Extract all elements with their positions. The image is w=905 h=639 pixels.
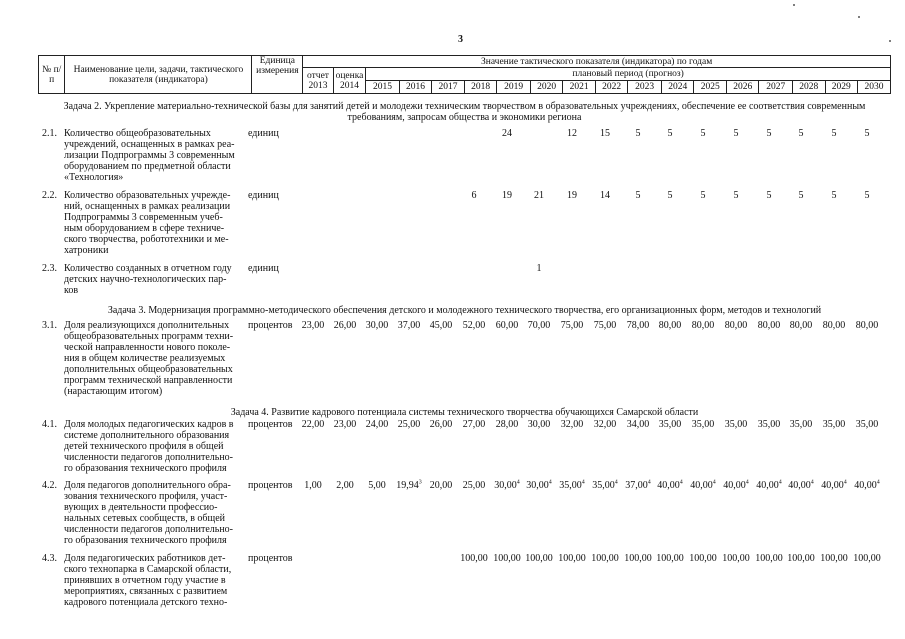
- indicator-name-line: Подпрограммы 3 современным учеб-: [64, 212, 223, 223]
- indicator-unit: процентов: [248, 480, 293, 491]
- indicator-value: 5: [700, 128, 706, 139]
- indicator-name: [64, 419, 246, 474]
- indicator-name: [64, 320, 246, 397]
- indicator-value: 25,00: [462, 480, 486, 491]
- indicator-name-line: Доля реализующихся дополнительных: [64, 320, 230, 331]
- indicator-value: 35,00: [757, 419, 781, 430]
- indicator-value: 100,00: [460, 553, 488, 564]
- indicator-value: 40,00$^4$: [657, 479, 683, 491]
- indicator-value: 80,00: [855, 320, 879, 331]
- indicator-value: 78,00: [626, 320, 650, 331]
- footnote-mark: 4: [810, 479, 814, 486]
- indicator-value: 21: [534, 190, 544, 201]
- indicator-value: 1,00: [304, 480, 322, 491]
- indicator-value: 40,00$^4$: [690, 479, 716, 491]
- indicator-unit: единиц: [248, 190, 279, 201]
- header-year-2016: 2016: [399, 81, 432, 94]
- footnote-mark: 4: [778, 479, 782, 486]
- indicator-value: 100,00: [787, 553, 815, 564]
- indicator-value: 35,00: [658, 419, 682, 430]
- indicator-value: 1: [536, 263, 542, 274]
- header-col-unit: Единица измерения: [252, 56, 303, 94]
- header-year-2019: 2019: [497, 81, 531, 94]
- indicator-name: [64, 190, 246, 256]
- indicator-value: 5: [667, 190, 673, 201]
- header-year-2021: 2021: [563, 81, 596, 94]
- indicator-value: 19,94$^3$: [396, 479, 422, 491]
- indicator-value: 26,00: [333, 320, 357, 331]
- indicator-value: 24,00: [365, 419, 389, 430]
- indicator-value: 5: [831, 128, 837, 139]
- indicator-name-line: численности педагогов дополнительно-: [64, 524, 234, 535]
- indicator-value: 100,00: [591, 553, 619, 564]
- indicator-value: 26,00: [429, 419, 453, 430]
- indicator-name-line: лизации Подпрограммы 3 современным: [64, 150, 235, 161]
- indicator-value: 40,00$^4$: [756, 479, 782, 491]
- task-2-title: Задача 2. Укрепление материально-технической базы для занятий детей и молодежи техническим творчеством в образовательных учреждениях, обеспечение ее соответствия современным требованиям, запросам общества и экономики региона: [63, 101, 866, 123]
- indicator-value: 5: [864, 190, 870, 201]
- indicator-name-line: оборудованием по предметной области: [64, 161, 231, 172]
- header-year-2017: 2017: [432, 81, 465, 94]
- indicator-value: 37,00: [397, 320, 421, 331]
- header-plan-period: плановый период (прогноз): [366, 68, 891, 81]
- indicator-name-line: Количество общеобразовательных: [64, 128, 211, 139]
- header-report: отчет 2013: [303, 68, 333, 94]
- indicator-value: 100,00: [755, 553, 783, 564]
- footnote-mark: 4: [581, 479, 585, 486]
- indicator-value: 35,00$^4$: [592, 479, 618, 491]
- footnote-mark: 3: [418, 479, 422, 486]
- indicator-name-line: Количество образовательных учрежде-: [64, 190, 231, 201]
- header-year-2020: 2020: [530, 81, 563, 94]
- indicator-name-line: ского технопарка в Самарской области,: [64, 564, 232, 575]
- indicator-name-line: ным оборудованием в сфере техниче-: [64, 223, 225, 234]
- indicator-value: 5: [635, 128, 641, 139]
- indicator-name-line: кадрового потенциала детского техно-: [64, 597, 228, 608]
- indicator-name-line: го образования технического профиля: [64, 463, 227, 474]
- indicator-value: 52,00: [462, 320, 486, 331]
- indicator-value: 80,00: [822, 320, 846, 331]
- header-year-2022: 2022: [595, 81, 628, 94]
- indicator-name-line: учреждений, оснащенных в рамках реа-: [64, 139, 235, 150]
- indicator-value: 12: [567, 128, 577, 139]
- indicator-value: 30,00: [527, 419, 551, 430]
- indicator-table-header: [38, 55, 891, 94]
- indicator-value: 19: [502, 190, 512, 201]
- indicator-name: [64, 480, 246, 546]
- indicator-value: 28,00: [495, 419, 519, 430]
- indicator-value: 35,00: [822, 419, 846, 430]
- indicator-unit: единиц: [248, 263, 279, 274]
- header-year-2027: 2027: [759, 81, 793, 94]
- indicator-name-line: го образования технического профиля: [64, 535, 227, 546]
- indicator-value: 24: [502, 128, 512, 139]
- scan-speck: [793, 4, 795, 6]
- indicator-value: 80,00: [757, 320, 781, 331]
- indicator-value: 40,00$^4$: [788, 479, 814, 491]
- indicator-value: 30,00$^4$: [526, 479, 552, 491]
- header-year-2018: 2018: [464, 81, 497, 94]
- indicator-value: 80,00: [724, 320, 748, 331]
- indicator-value: 5: [667, 128, 673, 139]
- indicator-value: 5: [733, 190, 739, 201]
- indicator-name-line: «Технология»: [64, 172, 124, 183]
- indicator-name-line: программ технической направленности: [64, 375, 233, 386]
- indicator-value: 75,00: [593, 320, 617, 331]
- indicator-value: 27,00: [462, 419, 486, 430]
- indicator-value: 19: [567, 190, 577, 201]
- indicator-value: 100,00: [656, 553, 684, 564]
- indicator-value: 75,00: [560, 320, 584, 331]
- indicator-value: 14: [600, 190, 610, 201]
- header-year-2030: 2030: [858, 81, 891, 94]
- indicator-name-line: ского творчества, робототехники и ме-: [64, 234, 229, 245]
- row-number: 4.2.: [42, 480, 57, 491]
- scan-speck: [858, 16, 860, 18]
- indicator-name: [64, 263, 246, 296]
- indicator-value: 35,00: [724, 419, 748, 430]
- indicator-value: 100,00: [722, 553, 750, 564]
- indicator-name-line: общеобразовательных программ техни-: [64, 331, 234, 342]
- indicator-value: 5: [766, 128, 772, 139]
- footnote-mark: 4: [843, 479, 847, 486]
- footnote-mark: 4: [876, 479, 880, 486]
- indicator-value: 2,00: [336, 480, 354, 491]
- page-number: 3: [458, 34, 463, 45]
- footnote-mark: 4: [647, 479, 651, 486]
- indicator-name-line: хатроники: [64, 245, 109, 256]
- scan-speck: [889, 40, 891, 42]
- header-estimate: оценка 2014: [333, 68, 366, 94]
- indicator-value: 5: [864, 128, 870, 139]
- indicator-name-line: нальных сетевых сообществ, в общей: [64, 513, 225, 524]
- indicator-name-line: детей технического профиля в общей: [64, 441, 224, 452]
- indicator-value: 5,00: [368, 480, 386, 491]
- indicator-value: 100,00: [525, 553, 553, 564]
- indicator-name-line: детских научно-технологических пар-: [64, 274, 227, 285]
- header-year-2026: 2026: [726, 81, 759, 94]
- footnote-mark: 4: [614, 479, 618, 486]
- footnote-mark: 4: [745, 479, 749, 486]
- indicator-value: 100,00: [558, 553, 586, 564]
- row-number: 4.3.: [42, 553, 57, 564]
- indicator-value: 5: [766, 190, 772, 201]
- indicator-value: 5: [635, 190, 641, 201]
- header-year-2015: 2015: [366, 81, 400, 94]
- indicator-value: 45,00: [429, 320, 453, 331]
- row-number: 2.1.: [42, 128, 57, 139]
- indicator-value: 30,00$^4$: [494, 479, 520, 491]
- indicator-unit: единиц: [248, 128, 279, 139]
- indicator-name-line: (нарастающим итогом): [64, 386, 163, 397]
- indicator-value: 37,00$^4$: [625, 479, 651, 491]
- indicator-value: 40,00$^4$: [723, 479, 749, 491]
- indicator-name: [64, 128, 246, 183]
- footnote-mark: 4: [516, 479, 520, 486]
- row-number: 3.1.: [42, 320, 57, 331]
- indicator-value: 35,00: [789, 419, 813, 430]
- indicator-value: 5: [733, 128, 739, 139]
- indicator-value: 100,00: [624, 553, 652, 564]
- indicator-name-line: ков: [64, 285, 79, 296]
- row-number: 2.3.: [42, 263, 57, 274]
- indicator-value: 80,00: [691, 320, 715, 331]
- indicator-value: 40,00$^4$: [821, 479, 847, 491]
- footnote-mark: 4: [548, 479, 552, 486]
- indicator-value: 100,00: [820, 553, 848, 564]
- indicator-name-line: системе дополнительного образования: [64, 430, 230, 441]
- indicator-name-line: принявших в отчетном году участие в: [64, 575, 226, 586]
- indicator-value: 80,00: [789, 320, 813, 331]
- indicator-unit: процентов: [248, 419, 293, 430]
- indicator-name-line: зования технического профиля, участ-: [64, 491, 228, 502]
- indicator-name-line: Количество созданных в отчетном году: [64, 263, 232, 274]
- indicator-unit: процентов: [248, 553, 293, 564]
- indicator-value: 34,00: [626, 419, 650, 430]
- indicator-name-line: дополнительных общеобразовательных: [64, 364, 233, 375]
- indicator-value: 20,00: [429, 480, 453, 491]
- indicator-name-line: ний, оснащенных в рамках реализации: [64, 201, 231, 212]
- indicator-value: 23,00: [301, 320, 325, 331]
- header-year-2028: 2028: [793, 81, 826, 94]
- indicator-name-line: Доля педагогических работников дет-: [64, 553, 226, 564]
- header-year-2024: 2024: [661, 81, 694, 94]
- indicator-name-line: ческой направленности нового поколе-: [64, 342, 231, 353]
- indicator-value: 80,00: [658, 320, 682, 331]
- indicator-value: 15: [600, 128, 610, 139]
- indicator-value: 100,00: [853, 553, 881, 564]
- indicator-value: 30,00: [365, 320, 389, 331]
- indicator-value: 22,00: [301, 419, 325, 430]
- indicator-value: 5: [798, 190, 804, 201]
- indicator-name-line: Доля педагогов дополнительного обра-: [64, 480, 231, 491]
- header-year-2023: 2023: [628, 81, 662, 94]
- indicator-value: 100,00: [689, 553, 717, 564]
- indicator-value: 5: [831, 190, 837, 201]
- indicator-value: 5: [798, 128, 804, 139]
- row-number: 4.1.: [42, 419, 57, 430]
- indicator-name-line: мероприятиях, связанных с развитием: [64, 586, 228, 597]
- indicator-name-line: вующих в деятельности профессио-: [64, 502, 218, 513]
- row-number: 2.2.: [42, 190, 57, 201]
- indicator-unit: процентов: [248, 320, 293, 331]
- indicator-name: [64, 553, 246, 608]
- indicator-value: 32,00: [593, 419, 617, 430]
- footnote-mark: 4: [712, 479, 716, 486]
- indicator-value: 70,00: [527, 320, 551, 331]
- indicator-value: 23,00: [333, 419, 357, 430]
- indicator-value: 35,00: [855, 419, 879, 430]
- header-year-2029: 2029: [825, 81, 858, 94]
- indicator-name-line: Доля молодых педагогических кадров в: [64, 419, 234, 430]
- indicator-value: 40,00$^4$: [854, 479, 880, 491]
- task-3-title: Задача 3. Модернизация программно-методического обеспечения детского и молодежного технического творчества, его организационных форм, методов и технологий: [107, 305, 822, 316]
- indicator-name-line: ния в общем количестве реализуемых: [64, 353, 226, 364]
- footnote-mark: 4: [679, 479, 683, 486]
- indicator-value: 5: [700, 190, 706, 201]
- indicator-name-line: численности педагогов дополнительно-: [64, 452, 234, 463]
- header-year-2025: 2025: [694, 81, 727, 94]
- indicator-value: 32,00: [560, 419, 584, 430]
- indicator-value: 6: [471, 190, 477, 201]
- header-col-name: Наименование цели, задачи, тактического показателя (индикатора): [65, 56, 252, 94]
- task-4-title: Задача 4. Развитие кадрового потенциала системы технического творчества обучающихся Самарской области: [230, 407, 699, 418]
- indicator-value: 25,00: [397, 419, 421, 430]
- header-col-num: № п/п: [39, 56, 65, 94]
- indicator-value: 35,00: [691, 419, 715, 430]
- indicator-value: 100,00: [493, 553, 521, 564]
- indicator-value: 35,00$^4$: [559, 479, 585, 491]
- indicator-value: 60,00: [495, 320, 519, 331]
- header-values-title: Значение тактического показателя (индикатора) по годам: [303, 56, 891, 68]
